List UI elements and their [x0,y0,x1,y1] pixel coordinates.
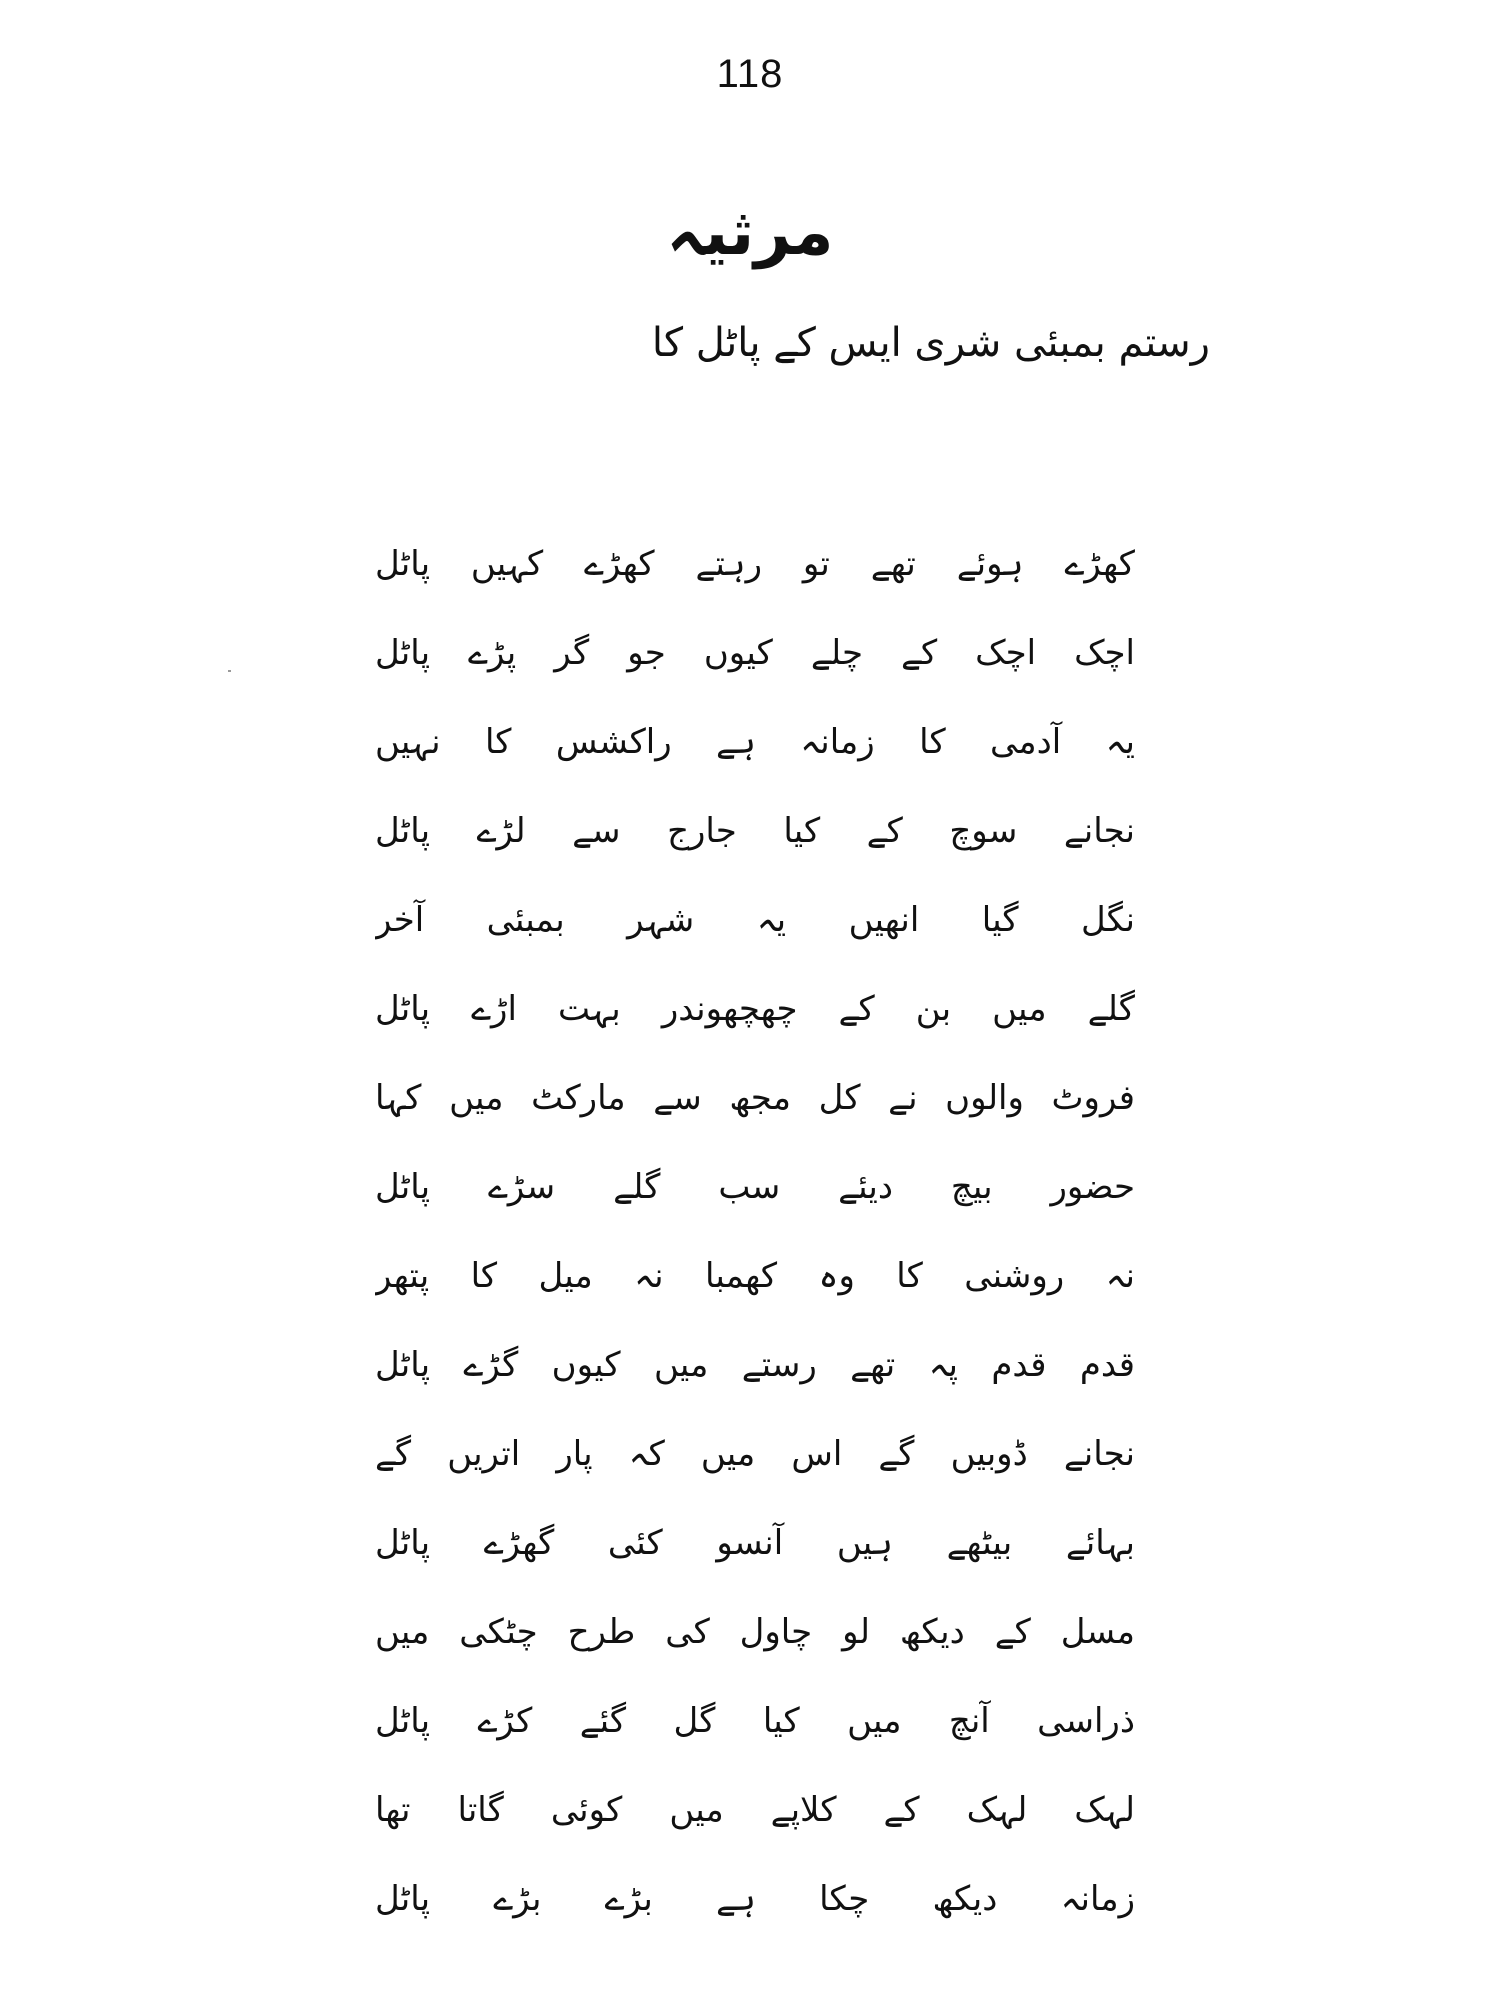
poem-line: قدم قدم پہ تھے رستے میں کیوں گڑے پاٹل [375,1345,1135,1385]
poem-line: نجانے ڈوبیں گے اس میں کہ پار اتریں گے [375,1434,1135,1474]
page-number: 118 [716,52,784,96]
poem-line: گلے میں بن کے چھچھوندر بہت اڑے پاٹل [375,989,1135,1029]
poem-line: فروٹ والوں نے کل مجھ سے مارکٹ میں کہا [375,1078,1135,1118]
scan-speck [228,670,231,672]
poem-line: کھڑے ہوئے تھے تو رہتے کھڑے کہیں پاٹل [375,544,1135,584]
poem-line: ذراسی آنچ میں کیا گل گئے کڑے پاٹل [375,1701,1135,1741]
poem-line: زمانہ دیکھ چکا ہے بڑے بڑے پاٹل [375,1879,1135,1919]
poem-line: حضور بیچ دیئے سب گلے سڑے پاٹل [375,1167,1135,1207]
poem-line: نہ روشنی کا وہ کھمبا نہ میل کا پتھر [375,1256,1135,1296]
poem-line: نجانے سوچ کے کیا جارج سے لڑے پاٹل [375,811,1135,851]
poem-byline: رستم بمبئی شری ایس کے پاٹل کا [651,320,1210,366]
poem-line: اچک اچک کے چلے کیوں جو گر پڑے پاٹل [375,633,1135,673]
poem-line: لہک لہک کے کلاپے میں کوئی گاتا تھا [375,1790,1135,1830]
poem-title: مرثیہ [666,196,834,270]
poem-line: یہ آدمی کا زمانہ ہے راکشس کا نہیں [375,722,1135,762]
poem-line: بہائے بیٹھے ہیں آنسو کئی گھڑے پاٹل [375,1523,1135,1563]
poem-line: نگل گیا انھیں یہ شہر بمبئی آخر [375,900,1135,940]
poem-body [375,520,1135,1944]
poem-line: مسل کے دیکھ لو چاول کی طرح چٹکی میں [375,1612,1135,1652]
